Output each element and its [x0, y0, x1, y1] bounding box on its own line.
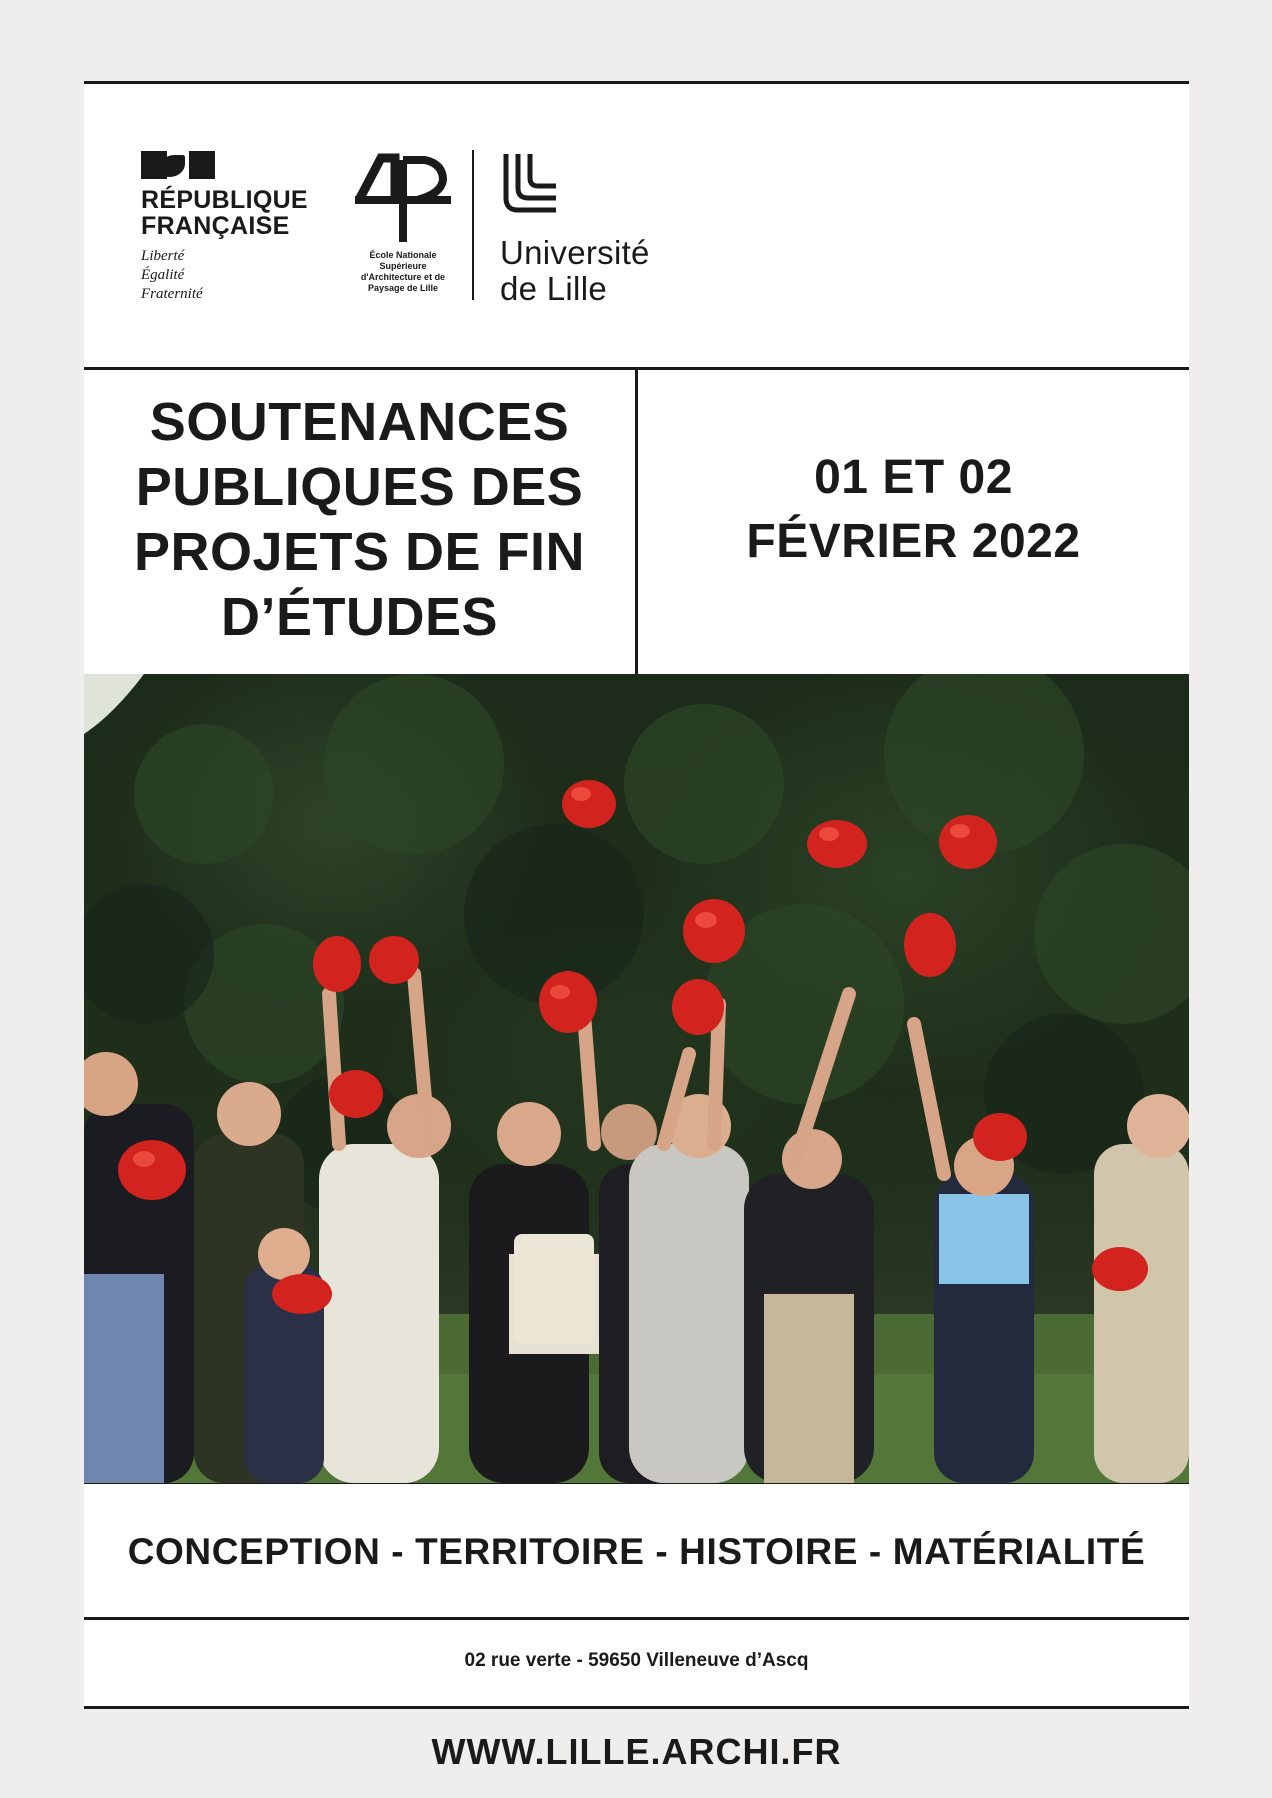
logos-band — [84, 84, 1189, 367]
photo-scene — [84, 674, 1189, 1483]
event-date: 01 ET 02 FÉVRIER 2022 — [746, 451, 1081, 568]
website-link[interactable]: WWW.LILLE.ARCHI.FR — [431, 1731, 842, 1772]
ulille-monogram-icon — [500, 154, 560, 216]
address-text: 02 rue verte - 59650 Villeneuve d’Ascq — [464, 1650, 809, 1671]
ensap-name: École Nationale Supérieure d'Architecture et de Paysage de Lille — [360, 250, 446, 293]
address-band — [84, 1620, 1189, 1706]
graduation-photo — [84, 674, 1189, 1483]
ensap-monogram-icon — [355, 150, 451, 242]
event-title: SOUTENANCES PUBLIQUES DES PROJETS DE FIN D’ÉTUDES — [133, 392, 586, 647]
title-band — [84, 370, 1189, 674]
universite-de-lille-logo — [500, 154, 650, 307]
themes-band — [84, 1484, 1189, 1617]
marianne-icon — [141, 151, 215, 179]
republique-name: RÉPUBLIQUE FRANÇAISE — [141, 186, 308, 240]
ensap-logo — [348, 150, 458, 294]
ulille-name: Université de Lille — [500, 234, 650, 307]
themes-list: CONCEPTION - TERRITOIRE - HISTOIRE - MATÉRIALITÉ — [127, 1531, 1146, 1572]
republique-motto: Liberté Égalité Fraternité — [141, 248, 203, 302]
republique-francaise-logo — [141, 151, 321, 304]
rule-under-address — [84, 1706, 1189, 1709]
logo-divider — [472, 150, 474, 300]
